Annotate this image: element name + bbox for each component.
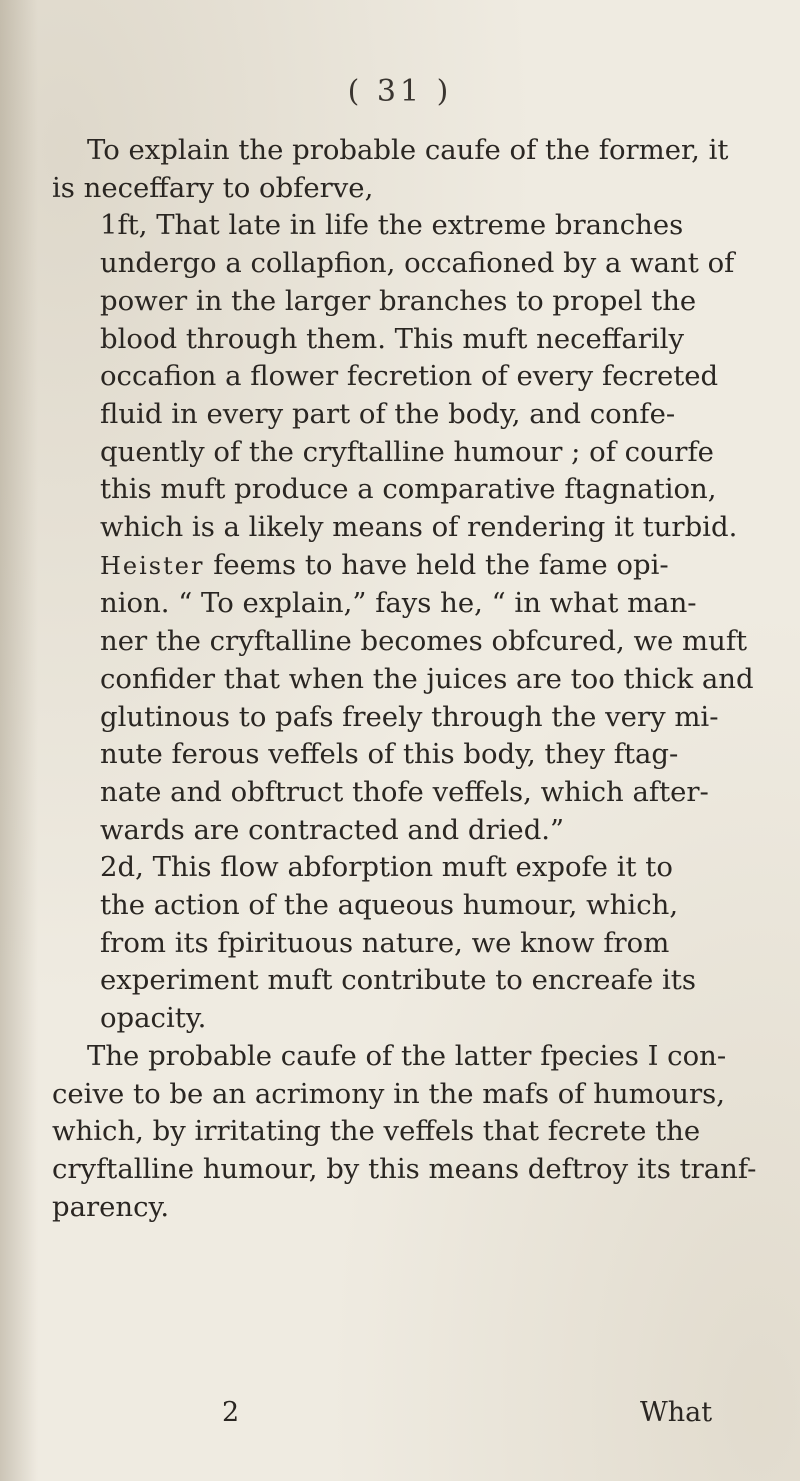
text-line: cryftalline humour, by this means deftroy its tranf- xyxy=(52,1152,757,1185)
text-line: wards are contracted and dried.” xyxy=(100,813,565,846)
text-line: is neceffary to obferve, xyxy=(52,171,374,204)
text-line: nute ferous veffels of this body, they ftag- xyxy=(100,738,679,771)
text-line: ceive to be an acrimony in the mafs of humours, xyxy=(52,1077,725,1110)
text-line: blood through them. This muft neceffarily xyxy=(100,322,685,355)
text-line: occafion a flower fecretion of every fecreted xyxy=(100,360,719,393)
author-name: Heister xyxy=(100,551,205,580)
text-line: experiment muft contribute to encreafe its xyxy=(100,964,696,997)
page-number: ( 31 ) xyxy=(347,74,453,109)
text-line: nion. “ To explain,” fays he, “ in what man- xyxy=(100,587,697,620)
text-line: opacity. xyxy=(100,1002,207,1035)
text-line: the action of the aqueous humour, which, xyxy=(100,889,679,922)
catchword: What xyxy=(640,1397,713,1428)
body-text xyxy=(52,132,768,1226)
text-line: glutinous to pafs freely through the very mi- xyxy=(100,700,719,733)
text-line: The probable caufe of the latter fpecies I con- xyxy=(87,1039,727,1072)
text-line: ner the cryftalline becomes obfcured, we muft xyxy=(100,625,748,658)
text-line: 1ft, That late in life the extreme branches xyxy=(100,209,684,242)
text-line: which, by irritating the veffels that fecrete the xyxy=(52,1115,701,1148)
text-line: fluid in every part of the body, and confe- xyxy=(100,397,676,430)
text-line: 2d, This flow abforption muft expofe it to xyxy=(100,851,673,884)
text-line: which is a likely means of rendering it turbid. xyxy=(100,511,738,544)
text-line: parency. xyxy=(52,1190,170,1223)
text-line-rest: feems to have held the fame opi- xyxy=(204,548,669,581)
page-footer xyxy=(0,1397,800,1437)
text-line: quently of the cryftalline humour ; of courfe xyxy=(100,435,714,468)
text-line: power in the larger branches to propel the xyxy=(100,284,697,317)
text-line-heister xyxy=(52,547,768,586)
text-line: this muft produce a comparative ftagnation, xyxy=(100,473,717,506)
text-line: undergo a collapfion, occafioned by a want of xyxy=(100,247,735,280)
text-line: To explain the probable caufe of the former, it xyxy=(87,134,729,166)
text-line: confider that when the juices are too thick and xyxy=(100,662,754,695)
signature-mark: 2 xyxy=(222,1397,240,1428)
text-line: nate and obftruct thofe veffels, which after- xyxy=(100,775,709,808)
text-line: from its fpirituous nature, we know from xyxy=(100,926,670,959)
binding-shadow xyxy=(0,0,38,1481)
